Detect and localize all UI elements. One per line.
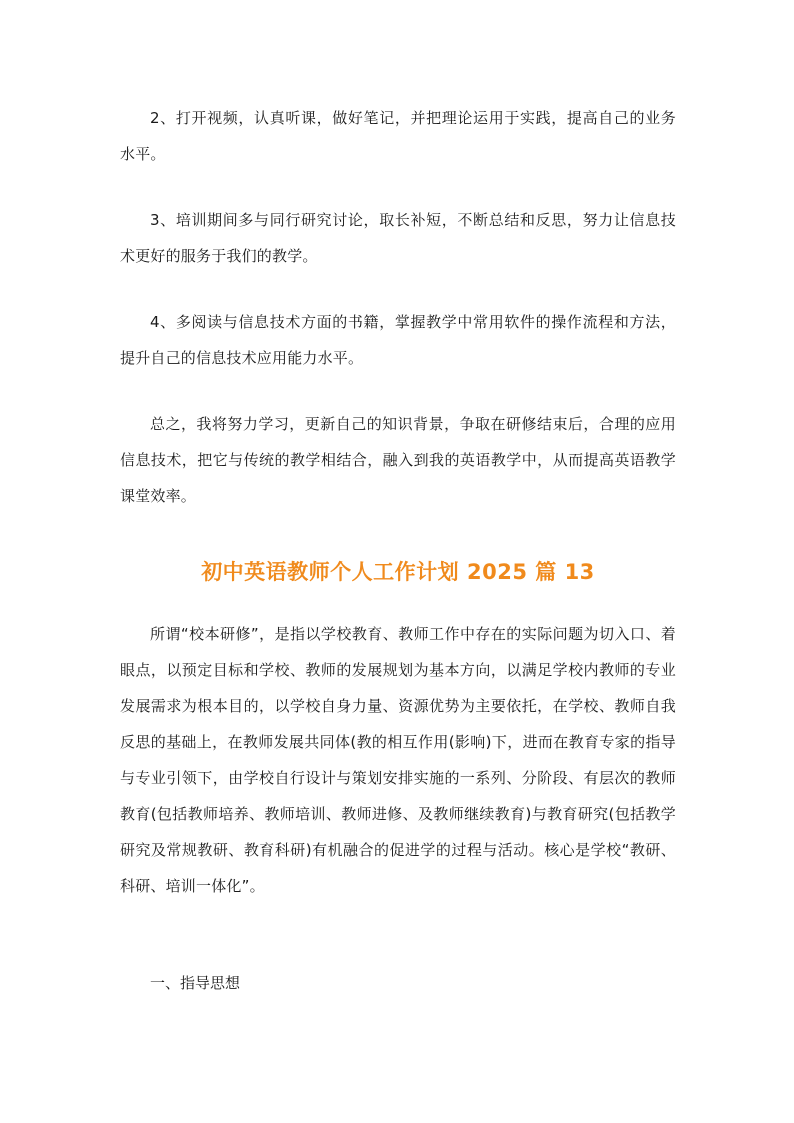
conclusion-paragraph: 总之，我将努力学习，更新自己的知识背景，争取在研修结束后，合理的应用信息技术，把它与传统的教学相结合，融入到我的英语教学中，从而提高英语教学课堂效率。 <box>120 415 676 505</box>
section-title: 初中英语教师个人工作计划 2025 篇 13 <box>201 560 595 584</box>
intro-paragraph: 所谓“校本研修”，是指以学校教育、教师工作中存在的实际问题为切入口、着眼点，以预定目标和学校、教师的发展规划为基本方向，以满足学校内教师的专业发展需求为根本目的，以学校自身力量、资源优势为主要依托，在学校、教师自我反思的基础上，在教师发展共同体(教的相互作用(影响)下，进而在教育专家的指导与专业引领下，由学校自行设计与策划安排实施的一系列、分阶段、有层次的教师教育(包括教师培养、教师培训、教师进修、及教师继续教育)与教育研究(包括教学研究及常规教研、教育科研)有机融合的促进学的过程与活动。核心是学校“教研、科研、培训一体化”。 <box>120 625 676 895</box>
list-item-2: 2、打开视频，认真听课，做好笔记，并把理论运用于实践，提高自己的业务水平。 <box>120 109 676 163</box>
subheading-guiding-ideology: 一、指导思想 <box>150 974 241 992</box>
list-item-3: 3、培训期间多与同行研究讨论，取长补短，不断总结和反思，努力让信息技术更好的服务于我们的教学。 <box>120 211 676 265</box>
list-item-4: 4、多阅读与信息技术方面的书籍，掌握教学中常用软件的操作流程和方法，提升自己的信息技术应用能力水平。 <box>120 313 676 367</box>
